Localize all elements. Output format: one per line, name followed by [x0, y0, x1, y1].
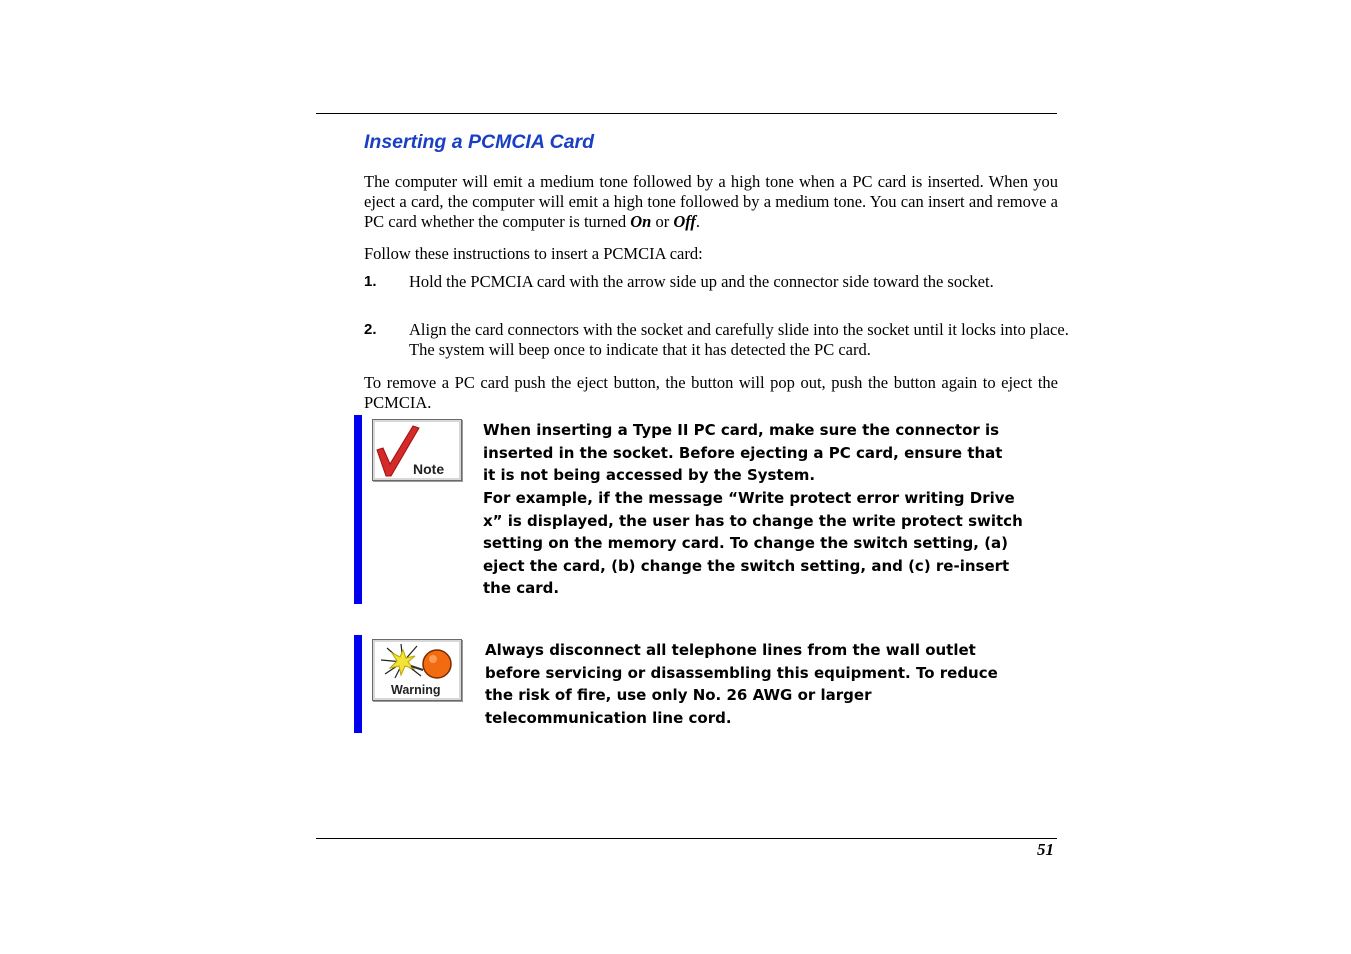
warning-icon: [372, 639, 462, 701]
warning-label: Warning: [391, 683, 441, 697]
section-heading: Inserting a PCMCIA Card: [364, 131, 595, 153]
warning-line: the risk of fire, use only No. 26 AWG or larger: [485, 686, 872, 705]
header-rule: [316, 113, 1057, 114]
note-line: eject the card, (b) change the switch setting, and (c) re-insert: [483, 556, 1010, 575]
note-line: x” is displayed, the user has to change the write protect switch: [483, 511, 1023, 530]
warning-text: [485, 639, 1030, 729]
note-accent-bar: [354, 415, 362, 604]
page-number: 51: [1037, 840, 1054, 859]
step-number: 2.: [364, 321, 377, 338]
off-term: Off: [673, 212, 696, 231]
warning-line: Always disconnect all telephone lines from the wall outlet: [485, 641, 976, 659]
note-example-text: [483, 487, 1063, 600]
intro-end: .: [695, 212, 701, 231]
note-text: [483, 419, 1043, 487]
footer-rule: [316, 838, 1057, 839]
remove-paragraph: To remove a PC card push the eject button, the button will pop out, push the button again to eject the PCMCIA.: [364, 373, 1058, 412]
note-icon: [372, 419, 462, 481]
note-label: Note: [413, 461, 445, 477]
or-text: or: [651, 212, 674, 231]
on-term: On: [630, 212, 652, 231]
step-text: Align the card connectors with the socket and carefully slide into the socket until it locks into place. The system will beep once to indicate that it has detected the PC card.: [409, 320, 1069, 359]
note-line: setting on the memory card. To change the switch setting, (a): [483, 534, 1009, 553]
intro-text: The computer will emit a medium tone followed by a high tone when a PC card is inserted. When you eject a card, the computer will emit a high tone followed by a medium tone. You can insert and remove a PC card whether the computer is turned: [364, 172, 1058, 231]
step-text: Hold the PCMCIA card with the arrow side up and the connector side toward the socket.: [409, 272, 994, 291]
note-line: inserted in the socket. Before ejecting a PC card, ensure that: [483, 443, 1003, 462]
step-number: 1.: [364, 273, 377, 290]
intro-paragraph: [364, 172, 1058, 232]
note-line: For example, if the message “Write protect error writing Drive: [483, 489, 1015, 507]
note-line: When inserting a Type II PC card, make sure the connector is: [483, 421, 1000, 439]
warning-line: before servicing or disassembling this equipment. To reduce: [485, 663, 998, 682]
warning-accent-bar: [354, 635, 362, 733]
note-line: it is not being accessed by the System.: [483, 466, 816, 485]
instructions-lead: Follow these instructions to insert a PCMCIA card:: [364, 244, 703, 263]
note-line: the card.: [483, 579, 560, 598]
warning-line: telecommunication line cord.: [485, 708, 732, 727]
